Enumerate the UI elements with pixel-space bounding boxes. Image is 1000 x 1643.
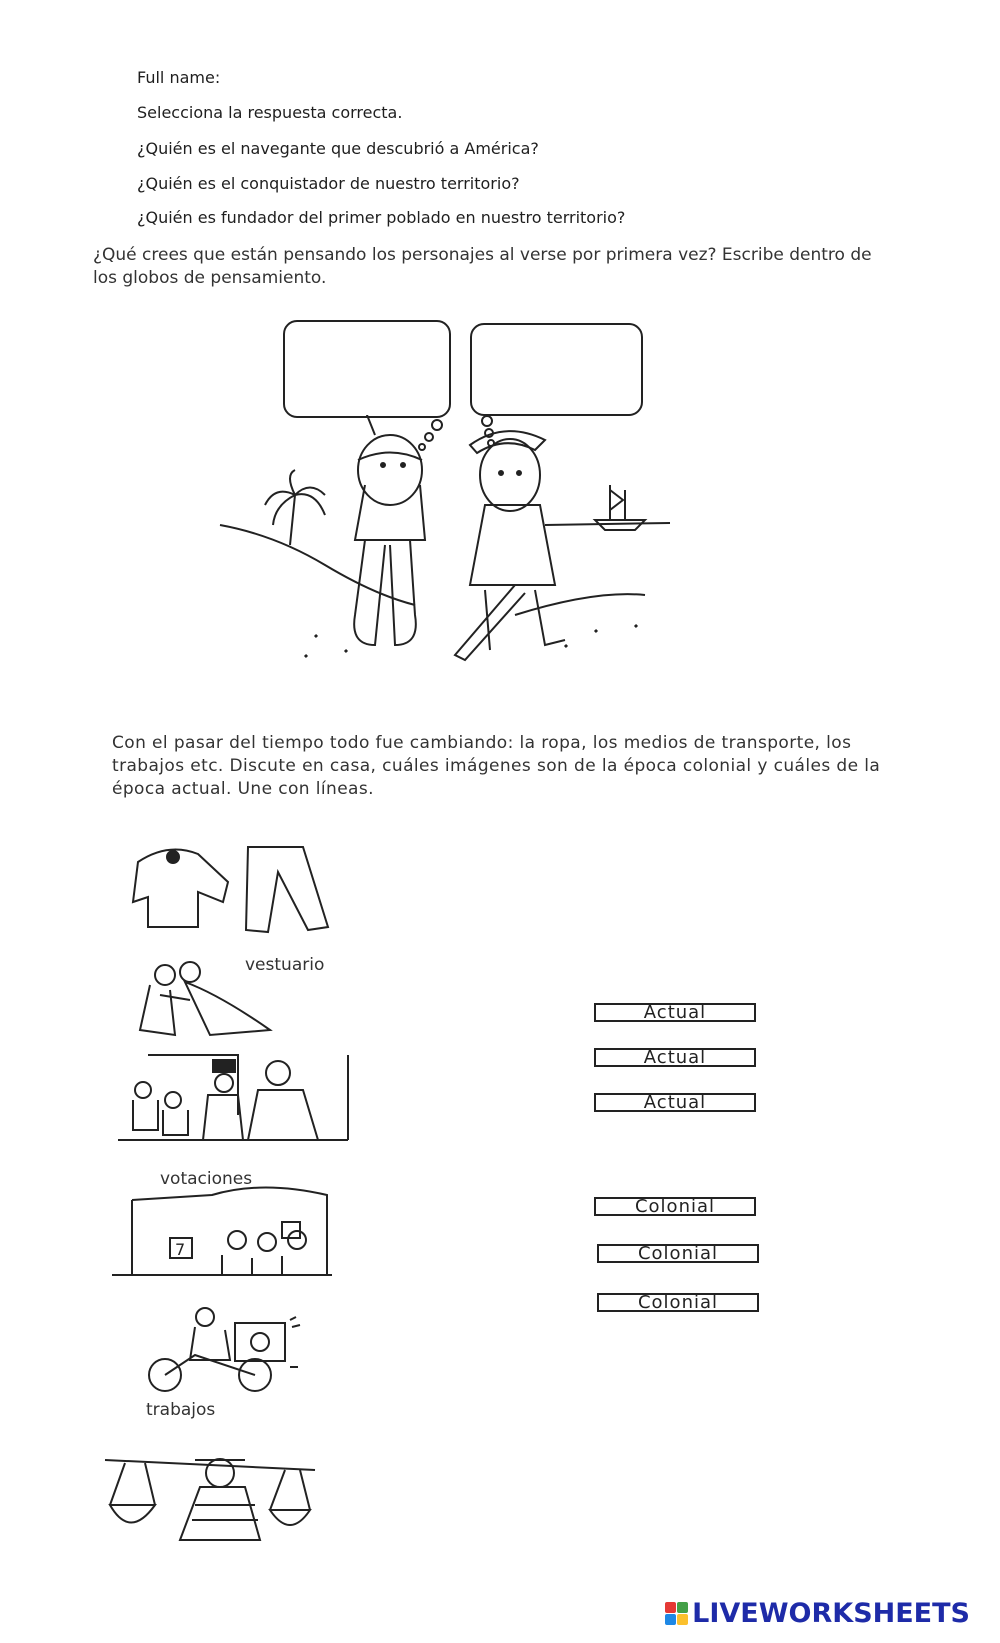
colonial-work-image <box>100 1445 320 1545</box>
liveworksheets-brand <box>665 1598 970 1629</box>
label-actual-2[interactable]: Actual <box>594 1048 756 1067</box>
logo-square-red <box>665 1602 676 1613</box>
question-3: ¿Quién es fundador del primer poblado en nuestro territorio? <box>137 208 626 227</box>
modern-voting-image <box>112 1180 342 1280</box>
modern-work-image <box>140 1305 310 1395</box>
label-colonial-1[interactable]: Colonial <box>594 1197 756 1216</box>
colonial-clothing-image <box>130 960 290 1040</box>
caption-vestuario: vestuario <box>245 955 325 975</box>
logo-square-blue <box>665 1614 676 1625</box>
ballot-number: 7 <box>175 1240 186 1259</box>
logo-square-yellow <box>677 1614 688 1625</box>
label-colonial-3[interactable]: Colonial <box>597 1293 759 1312</box>
thought-bubble-right[interactable] <box>470 323 643 416</box>
caption-trabajos: trabajos <box>146 1400 216 1420</box>
thought-prompt: ¿Qué crees que están pensando los personajes al verse por primera vez? Escribe dentro de los globos de pensamiento. <box>93 245 872 288</box>
full-name-label: Full name: <box>137 68 221 87</box>
logo-square-green <box>677 1602 688 1613</box>
liveworksheets-logo-icon <box>665 1602 688 1625</box>
question-2: ¿Quién es el conquistador de nuestro territorio? <box>137 174 520 193</box>
label-actual-3[interactable]: Actual <box>594 1093 756 1112</box>
encounter-illustration <box>215 415 695 675</box>
colonial-voting-image <box>118 1045 358 1145</box>
label-colonial-2[interactable]: Colonial <box>597 1244 759 1263</box>
modern-clothing-image <box>128 842 348 937</box>
instruction-text: Selecciona la respuesta correcta. <box>137 103 403 122</box>
thought-bubble-left[interactable] <box>283 320 451 418</box>
caption-votaciones: votaciones <box>160 1169 253 1189</box>
matching-prompt: Con el pasar del tiempo todo fue cambiando: la ropa, los medios de transporte, los trabajos etc. Discute en casa, cuáles imágenes son de la época colonial y cuáles de la época actual. Une con líneas. <box>112 733 881 799</box>
label-actual-1[interactable]: Actual <box>594 1003 756 1022</box>
question-1: ¿Quién es el navegante que descubrió a América? <box>137 139 539 158</box>
brand-text: LIVEWORKSHEETS <box>692 1598 970 1629</box>
